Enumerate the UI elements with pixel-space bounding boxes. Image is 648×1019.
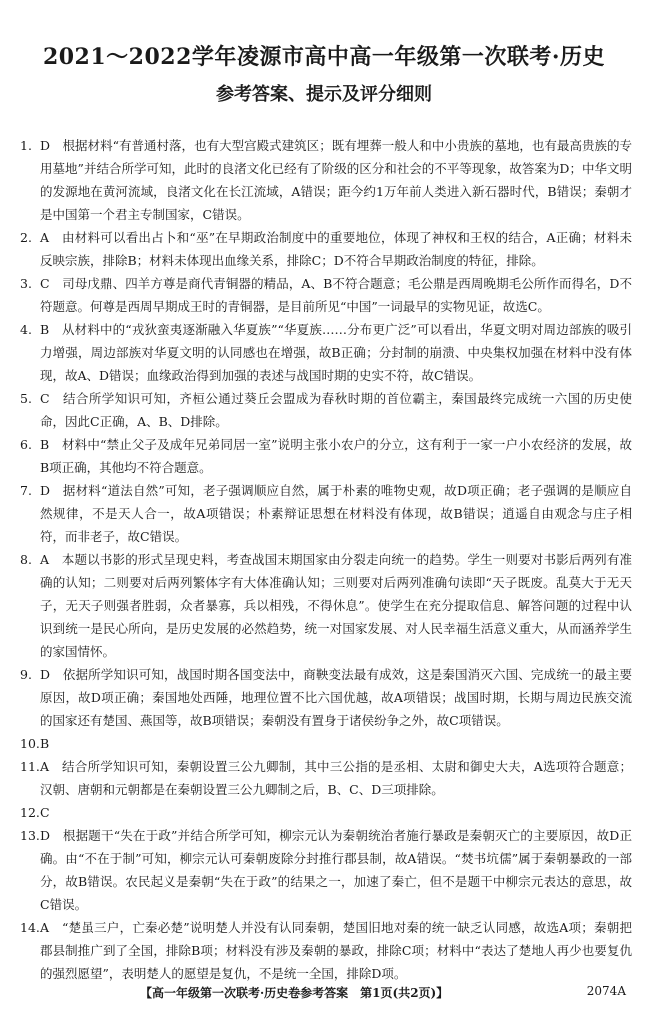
answer-text: D 据材料“道法自然”可知，老子强调顺应自然，属于朴素的唯物史观，故D项正确；老子强调的是顺应自然规律，不是天人合一，故A项错误；朴素辩证思想在材料没有体现，故B错误；逍遥自由观念与庄子相符，而非老子，故C错误。 bbox=[40, 483, 632, 544]
answer-text: A 结合所学知识可知，秦朝设置三公九卿制，其中三公指的是丞相、太尉和御史大夫，A选项符合题意；汉朝、唐朝和元朝都是在秦朝设置三公九卿制之后，B、C、D三项排除。 bbox=[40, 759, 632, 797]
answer-text: B bbox=[40, 736, 50, 751]
answer-number: 14. bbox=[20, 920, 40, 935]
answer-number: 1. bbox=[20, 138, 32, 153]
answer-number: 4. bbox=[20, 322, 32, 337]
answer-text: B 材料中“禁止父子及成年兄弟同居一室”说明主张小农户的分立，这有利于一家一户小农经济的发展，故B项正确，其他均不符合题意。 bbox=[40, 437, 632, 475]
answer-item bbox=[20, 755, 632, 801]
answer-number: 8. bbox=[20, 552, 32, 567]
footer-code: 2074A bbox=[586, 984, 626, 998]
answer-text: C 结合所学知识可知，齐桓公通过葵丘会盟成为春秋时期的首位霸主，秦国最终完成统一六国的历史使命，因此C正确，A、B、D排除。 bbox=[40, 391, 632, 429]
answer-number: 12. bbox=[20, 805, 40, 820]
answer-text: A 本题以书影的形式呈现史料，考查战国末期国家由分裂走向统一的趋势。学生一则要对书影后两列有准确的认知；二则要对后两列繁体字有大体准确认知；三则要对后两列准确句读即“天子既废。乱莫大于无天子，无天子则强者胜弱，众者暴寡，兵以相残，不得休息”。使学生在充分提取信息、解答问题的过程中认识到统一是民心所向，是历史发展的必然趋势，统一对国家发展、对人民幸福生活意义重大，从而涵养学生的家国情怀。 bbox=[40, 552, 632, 659]
answer-number: 11. bbox=[20, 759, 40, 774]
answer-text: C bbox=[40, 805, 50, 820]
answer-text: C 司母戊鼎、四羊方尊是商代青铜器的精品，A、B不符合题意；毛公鼎是西周晚期毛公所作而得名，D不符题意。何尊是西周早期成王时的青铜器，是目前所见“中国”一词最早的实物见证，故选C。 bbox=[40, 276, 632, 314]
answer-number: 5. bbox=[20, 391, 32, 406]
answer-number: 10. bbox=[20, 736, 40, 751]
answer-text: A “楚虽三户，亡秦必楚”说明楚人并没有认同秦朝，楚国旧地对秦的统一缺乏认同感，故选A项；秦朝把郡县制推广到了全国，排除B项；材料没有涉及秦朝的暴政，排除C项；材料中“表达了楚地人再少也要复仇的强烈愿望”，表明楚人的愿望是复仇，不是统一全国，排除D项。 bbox=[40, 920, 632, 981]
answer-text: A 由材料可以看出占卜和“巫”在早期政治制度中的重要地位，体现了神权和王权的结合，A正确；材料未反映宗族，排除B；材料未体现出血缘关系，排除C；D不符合早期政治制度的特征，排除。 bbox=[40, 230, 632, 268]
answer-number: 9. bbox=[20, 667, 32, 682]
footer-page-info: 【高一年级第一次联考·历史卷参考答案 第1页(共2页)】 bbox=[140, 986, 449, 1000]
document-subtitle: 参考答案、提示及评分细则 bbox=[216, 84, 432, 105]
answer-item bbox=[20, 387, 632, 433]
answer-number: 13. bbox=[20, 828, 40, 843]
answer-item bbox=[20, 433, 632, 479]
answer-item bbox=[20, 272, 632, 318]
answer-number: 6. bbox=[20, 437, 32, 452]
answer-item bbox=[20, 479, 632, 548]
answer-item bbox=[20, 916, 632, 985]
answer-text: D 根据题干“失在于政”并结合所学可知，柳宗元认为秦朝统治者施行暴政是秦朝灭亡的主要原因，故D正确。由“不在于制”可知，柳宗元认可秦朝废除分封推行郡县制，故A错误。“焚书坑儒”属于秦朝暴政的一部分，故B错误。农民起义是秦朝“失在于政”的结果之一，加速了秦亡，但不是题干中柳宗元表达的意思，故C错误。 bbox=[40, 828, 632, 912]
answer-item bbox=[20, 226, 632, 272]
answer-item bbox=[20, 663, 632, 732]
answer-item bbox=[20, 134, 632, 226]
answer-item bbox=[20, 548, 632, 663]
answer-text: D 根据材料“有普通村落，也有大型宫殿式建筑区；既有埋葬一般人和中小贵族的墓地，也有最高贵族的专用墓地”并结合所学可知，此时的良渚文化已经有了阶级的区分和社会的不平等现象，故答案为D；中华文明的发源地在黄河流域，良渚文化在长江流域，A错误；距今约1万年前人类进入新石器时代，B错误；秦朝才是中国第一个君主专制国家，C错误。 bbox=[40, 138, 632, 222]
answer-item bbox=[20, 732, 632, 755]
document-title: 2021～2022学年凌源市高中高一年级第一次联考·历史 bbox=[42, 44, 606, 70]
answer-text: B 从材料中的“戎狄蛮夷逐渐融入华夏族”“华夏族……分布更广泛”可以看出，华夏文明对周边部族的吸引力增强，周边部族对华夏文明的认同感也在增强，故B正确；分封制的崩溃、中央集权加强在材料中没有体现，故A、D错误；血缘政治得到加强的表述与战国时期的史实不符，故C错误。 bbox=[40, 322, 632, 383]
answer-number: 2. bbox=[20, 230, 32, 245]
answer-item bbox=[20, 824, 632, 916]
answer-number: 3. bbox=[20, 276, 32, 291]
answer-text: D 依据所学知识可知，战国时期各国变法中，商鞅变法最有成效，这是秦国消灭六国、完成统一的最主要原因，故D项正确；秦国地处西陲，地理位置不比六国优越，故A项错误；战国时期，长期与周边民族交流的国家还有楚国、燕国等，故B项错误；秦朝没有置身于诸侯纷争之外，故C项错误。 bbox=[40, 667, 632, 728]
answer-number: 7. bbox=[20, 483, 32, 498]
answer-list bbox=[20, 134, 632, 985]
answer-item bbox=[20, 318, 632, 387]
answer-item bbox=[20, 801, 632, 824]
